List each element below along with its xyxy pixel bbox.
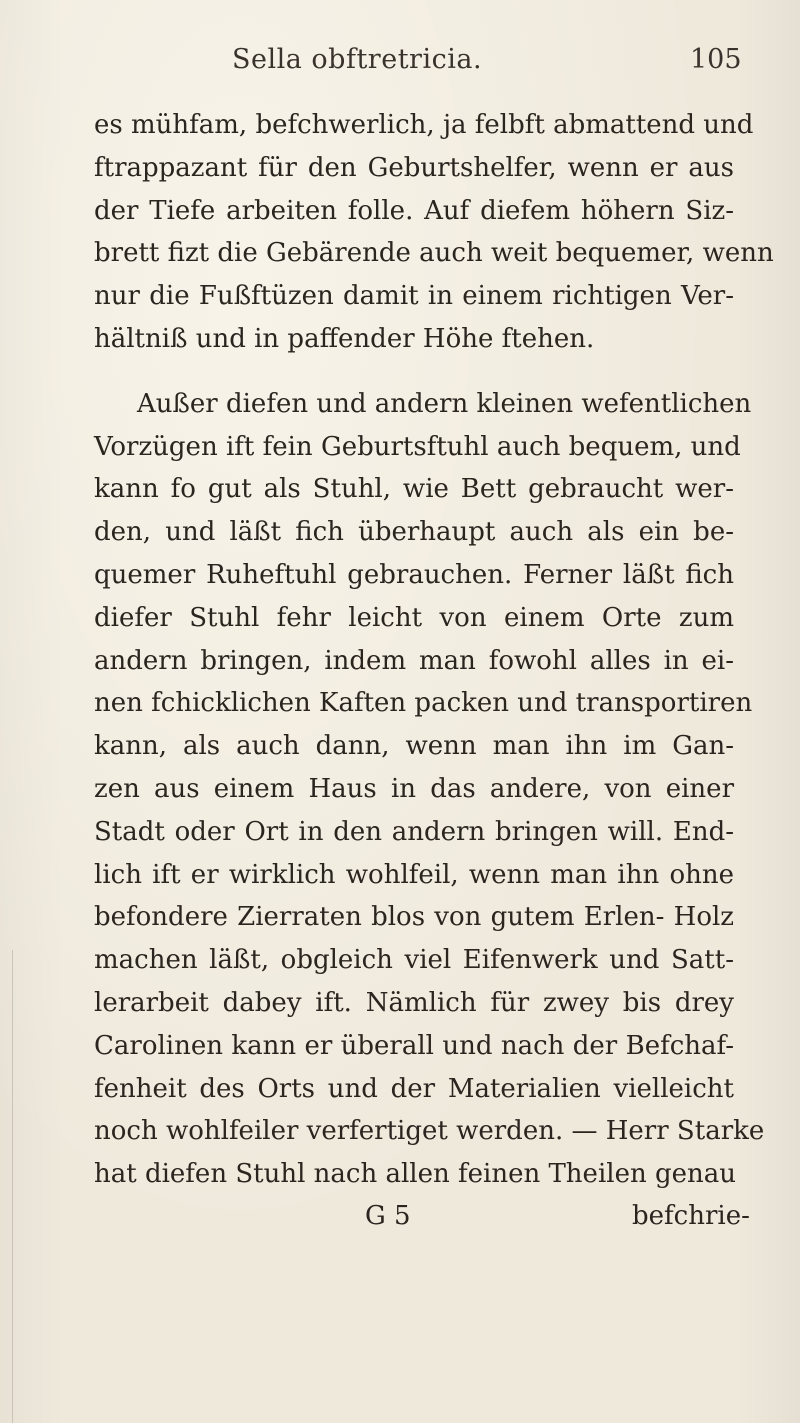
text-line: es mühfam, befchwerlich, ja felbft abmattend und: [94, 110, 754, 140]
text-line: noch wohlfeiler verfertiget werden. — Herr Starke: [94, 1116, 765, 1147]
text-line: Außer diefen und andern kleinen wefentlichen: [137, 388, 752, 419]
text-line: Vorzügen ift fein Geburtsftuhl auch bequem, und: [94, 431, 741, 462]
running-title: Sella obftretricia.: [232, 44, 483, 75]
paragraph-2: [94, 383, 765, 1196]
catchword: befchrie-: [632, 1200, 750, 1231]
text-line: Stadt oder Ort in den andern bringen will. End-: [94, 816, 734, 847]
text-line: fenheit des Orts und der Materialien vielleicht: [94, 1073, 734, 1104]
page-footer: [94, 1196, 750, 1236]
margin-shadow: [12, 950, 13, 1423]
text-line: lich ift er wirklich wohlfeil, wenn man ihn ohne: [94, 859, 734, 890]
text-line: befondere Zierraten blos von gutem Erlen- Holz: [94, 902, 734, 933]
text-line: kann, als auch dann, wenn man ihn im Gan-: [94, 731, 734, 762]
text-line: lerarbeit dabey ift. Nämlich für zwey bis drey: [94, 987, 734, 1018]
text-line: nur die Fußftüzen damit in einem richtigen Ver-: [94, 281, 734, 312]
text-line: brett fizt die Gebärende auch weit bequemer, wenn: [94, 238, 774, 269]
text-line: andern bringen, indem man fowohl alles in ei-: [94, 645, 734, 676]
running-head: [0, 44, 800, 88]
text-line: machen läßt, obgleich viel Eifenwerk und Satt-: [94, 945, 734, 976]
signature-mark: G 5: [365, 1200, 411, 1231]
text-line: den, und läßt fich überhaupt auch als ein be-: [94, 517, 734, 548]
text-line: nen fchicklichen Kaften packen und transportiren: [94, 688, 753, 719]
text-line: der Tiefe arbeiten folle. Auf diefem höhern Siz-: [94, 195, 734, 226]
text-line: Carolinen kann er überall und nach der Befchaf-: [94, 1030, 734, 1061]
text-line: zen aus einem Haus in das andere, von einer: [94, 773, 734, 804]
text-line: hat diefen Stuhl nach allen feinen Theilen genau: [94, 1159, 736, 1190]
paragraph-gap: [94, 361, 734, 383]
text-line: quemer Ruheftuhl gebrauchen. Ferner läßt fich: [94, 559, 734, 590]
paragraph-1: [94, 104, 774, 361]
text-line: diefer Stuhl fehr leicht von einem Orte zum: [94, 602, 734, 633]
page-number: 105: [690, 44, 742, 75]
text-line: hältniß und in paffender Höhe ftehen.: [94, 323, 595, 354]
body-text: [94, 104, 774, 1236]
text-line: kann fo gut als Stuhl, wie Bett gebraucht wer-: [94, 474, 734, 505]
text-line: ftrappazant für den Geburtshelfer, wenn er aus: [94, 152, 734, 183]
